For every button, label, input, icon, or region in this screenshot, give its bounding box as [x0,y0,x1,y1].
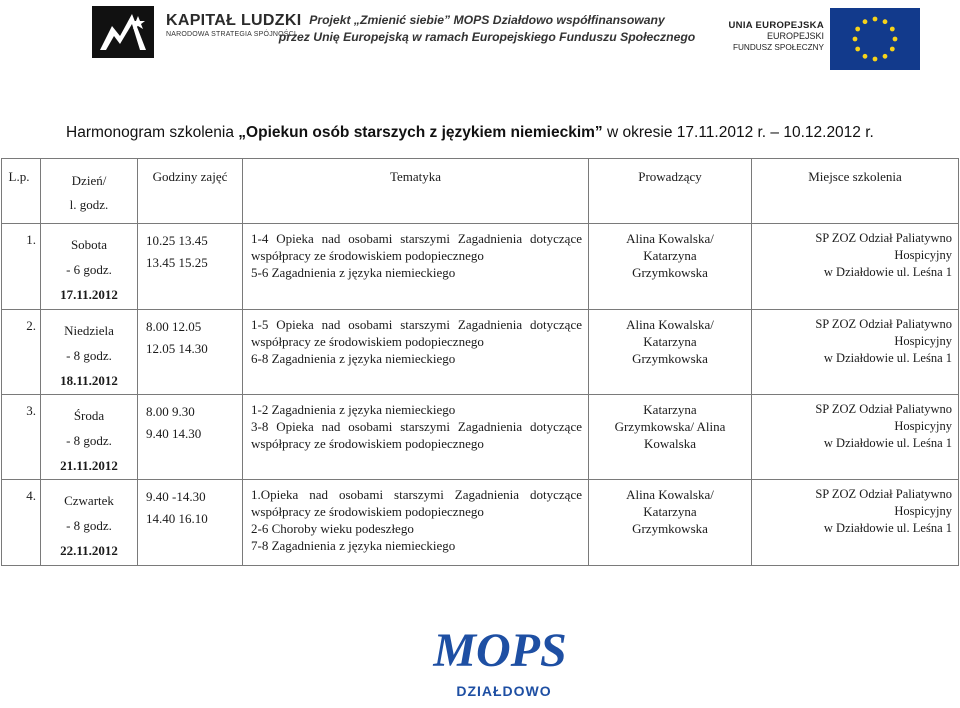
ue-label [729,20,824,53]
place-cell [752,395,959,480]
lead-cell [589,224,752,310]
topic-line: 3-8 Opieka nad osobami starszymi Zagadnienia dotyczące współpracy ze środowiskiem podopiecznego [251,419,582,451]
hours-line: 12.05 14.30 [146,341,208,356]
row-number: 1. [2,224,41,310]
eu-star-icon [855,27,860,32]
day-hours-count: - 8 godz. [66,433,112,448]
day-cell [41,395,138,480]
project-banner [268,12,706,46]
document-title [66,124,874,142]
hours-line: 14.40 16.10 [146,511,208,526]
lead-line: Alina Kowalska/ [626,317,714,332]
lead-line: Katarzyna [643,402,697,417]
place-line: w Działdowie ul. Leśna 1 [823,521,952,535]
header-day-line-2: l. godz. [69,197,109,212]
eu-star-icon [855,47,860,52]
hours-cell [138,395,243,480]
table-row [2,395,959,480]
table-row [2,224,959,310]
topic-line: 1-4 Opieka nad osobami starszymi Zagadnienia dotyczące współpracy ze środowiskiem podopiecznego [251,231,582,263]
day-hours-count: - 8 godz. [66,518,112,533]
eu-star-icon [853,37,858,42]
day-cell [41,480,138,566]
hours-line: 8.00 9.30 [146,404,195,419]
day-date: 18.11.2012 [60,373,118,388]
place-line: w Działdowie ul. Leśna 1 [823,436,952,450]
hours-cell [138,310,243,395]
topic-line: 1-5 Opieka nad osobami starszymi Zagadnienia dotyczące współpracy ze środowiskiem podopiecznego [251,317,582,349]
banner-line-1: Projekt „Zmienić siebie” MOPS Działdowo współfinansowany [309,13,665,27]
row-number: 3. [2,395,41,480]
banner-line-2: przez Unię Europejską w ramach Europejskiego Funduszu Społecznego [278,30,696,44]
header-lp: L.p. [2,159,41,224]
page-header [0,0,960,70]
topic-cell [243,224,589,310]
eu-star-icon [890,47,895,52]
hours-line: 10.25 13.45 [146,233,208,248]
header-hours: Godziny zajęć [138,159,243,224]
hours-line: 9.40 -14.30 [146,489,206,504]
table-row [2,310,959,395]
title-course-name: „Opiekun osób starszych z językiem niemieckim” [238,124,603,141]
place-line: SP ZOZ Odział Paliatywno Hospicyjny [815,402,952,433]
topic-cell [243,395,589,480]
topic-line: 1-2 Zagadnienia z języka niemieckiego [251,402,456,417]
lead-line: Grzymkowska/ Alina [614,419,726,434]
row-number: 2. [2,310,41,395]
place-line: SP ZOZ Odział Paliatywno Hospicyjny [815,487,952,518]
title-suffix: w okresie 17.11.2012 r. – 10.12.2012 r. [602,124,874,141]
ue-line-2: EUROPEJSKI [766,31,824,41]
hours-cell [138,224,243,310]
day-date: 22.11.2012 [60,543,118,558]
ue-line-1: UNIA EUROPEJSKA [728,20,824,31]
mops-dzialdowo-logo [420,600,580,708]
eu-star-icon [893,37,898,42]
place-line: w Działdowie ul. Leśna 1 [823,351,952,365]
hours-line: 13.45 15.25 [146,255,208,270]
lead-line: Grzymkowska [632,351,708,366]
topic-line: 2-6 Choroby wieku podeszłego [251,521,414,536]
eu-star-icon [863,19,868,24]
day-hours-count: - 8 godz. [66,348,112,363]
topic-line: 1.Opieka nad osobami starszymi Zagadnienia dotyczące współpracy ze środowiskiem podopiecznego [251,487,582,519]
topic-line: 5-6 Zagadnienia z języka niemieckiego [251,265,456,280]
kl-title: KAPITAŁ LUDZKI [166,12,302,29]
place-cell [752,310,959,395]
lead-line: Alina Kowalska/ [626,487,714,502]
day-hours-count: - 6 godz. [66,262,112,277]
day-cell [41,310,138,395]
day-name: Środa [73,408,105,423]
place-cell [752,224,959,310]
lead-line: Katarzyna [643,504,697,519]
lead-line: Alina Kowalska/ [626,231,714,246]
mops-logo-text: MOPS [433,624,567,677]
header-day-line-1: Dzień/ [71,173,107,188]
kl-subtitle: NARODOWA STRATEGIA SPÓJNOŚCI [166,31,297,38]
eu-star-icon [873,57,878,62]
place-line: SP ZOZ Odział Paliatywno Hospicyjny [815,231,952,262]
mops-logo-caption: DZIAŁDOWO [456,683,552,699]
lead-cell [589,395,752,480]
lead-line: Katarzyna [643,334,697,349]
table-row [2,480,959,566]
topic-cell [243,480,589,566]
lead-line: Katarzyna [643,248,697,263]
day-cell [41,224,138,310]
lead-line: Grzymkowska [632,521,708,536]
topic-cell [243,310,589,395]
day-name: Sobota [70,237,108,252]
table-header-row [2,159,959,224]
lead-line: Grzymkowska [632,265,708,280]
day-name: Czwartek [64,493,114,508]
lead-cell [589,480,752,566]
eu-star-icon [863,54,868,59]
schedule-table [1,158,959,566]
topic-line: 7-8 Zagadnienia z języka niemieckiego [251,538,456,553]
day-date: 17.11.2012 [60,287,118,302]
eu-star-icon [890,27,895,32]
kapital-ludzki-logo [92,6,154,58]
row-number: 4. [2,480,41,566]
eu-star-icon [873,17,878,22]
hours-line: 9.40 14.30 [146,426,202,441]
day-name: Niedziela [64,323,114,338]
place-line: w Działdowie ul. Leśna 1 [823,265,952,279]
eu-flag-icon [830,8,920,70]
lead-line: Kowalska [644,436,696,451]
hours-line: 8.00 12.05 [146,319,202,334]
lead-cell [589,310,752,395]
place-line: SP ZOZ Odział Paliatywno Hospicyjny [815,317,952,348]
eu-star-icon [883,54,888,59]
place-cell [752,480,959,566]
header-lead: Prowadzący [589,159,752,224]
header-topic: Tematyka [243,159,589,224]
header-place: Miejsce szkolenia [752,159,959,224]
day-date: 21.11.2012 [60,458,118,473]
hours-cell [138,480,243,566]
ue-line-3: FUNDUSZ SPOŁECZNY [733,43,824,52]
topic-line: 6-8 Zagadnienia z języka niemieckiego [251,351,456,366]
header-day [41,159,138,224]
eu-star-icon [883,19,888,24]
title-prefix: Harmonogram szkolenia [66,124,239,141]
